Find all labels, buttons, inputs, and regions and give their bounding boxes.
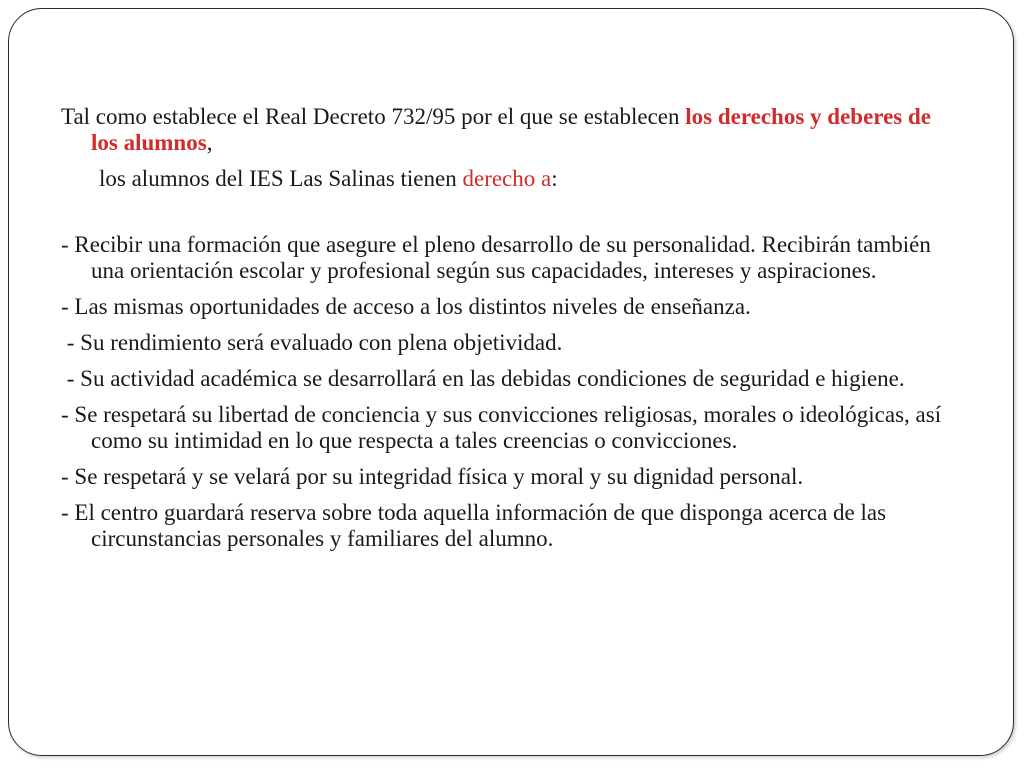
right-item-4: - Su actividad académica se desarrollará en las debidas condiciones de seguridad e higiene. [61, 366, 905, 391]
right-item-1: - Recibir una formación que asegure el pleno desarrollo de su personalidad. Recibirán también una orientación escolar y profesional según sus capacidades, intereses y aspiraciones. [61, 232, 931, 283]
right-item-3: - Su rendimiento será evaluado con plena objetividad. [61, 330, 563, 355]
spacer [61, 192, 951, 232]
intro-highlight: los derechos y deberes de los alumnos [91, 104, 931, 155]
right-item-7: - El centro guardará reserva sobre toda aquella información de que disponga acerca de las circunstancias personales y familiares del alumno. [61, 500, 887, 551]
right-item-2: - Las mismas oportunidades de acceso a los distintos niveles de enseñanza. [61, 294, 751, 319]
intro-text: Tal como establece el Real Decreto 732/95 por el que se establecen [61, 104, 686, 129]
subtitle-line [61, 166, 951, 192]
subtitle-text: los alumnos del IES Las Salinas tienen [99, 166, 463, 191]
slide-content [61, 104, 951, 562]
intro-paragraph [61, 104, 951, 156]
right-item-5: - Se respetará su libertad de conciencia y sus convicciones religiosas, morales o ideológicas, así como su intimidad en lo que respecta a tales creencias o convicciones. [61, 402, 942, 453]
right-item-6: - Se respetará y se velará por su integridad física y moral y su dignidad personal. [61, 464, 804, 489]
subtitle-punctuation: : [551, 166, 558, 191]
subtitle-highlight: derecho a [462, 166, 552, 191]
intro-punctuation: , [206, 130, 213, 155]
